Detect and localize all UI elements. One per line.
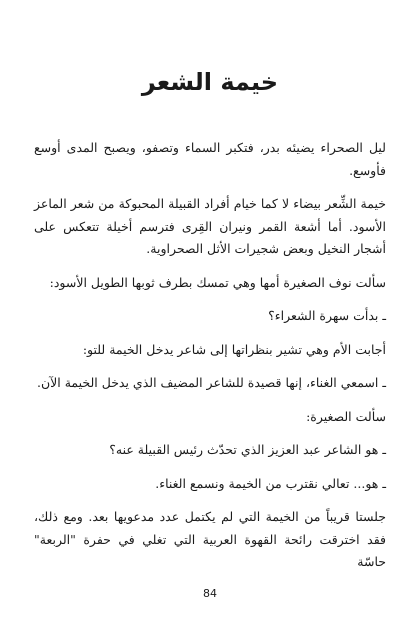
dialogue-line: ـ هو... تعالي نقترب من الخيمة ونسمع الغناء. (155, 475, 386, 491)
dialogue-line: ـ بدأت سهرة الشعراء؟ (268, 308, 386, 323)
paragraph: أجابت الأم وهي تشير بنظراتها إلى شاعر يدخل الخيمة للتو: (82, 341, 386, 357)
paragraph: جلستا قريباً من الخيمة التي لم يكتمل عدد مدعويها بعد. ومع ذلك، فقد اخترقت رائحة القهوة العربية التي تغلي في حفرة "الربعة" حاسّة (34, 509, 386, 569)
page-number: 84 (203, 587, 217, 600)
paragraph: سألت نوف الصغيرة أمها وهي تمسك بطرف ثوبها الطويل الأسود: (49, 274, 386, 290)
paragraph: ليل الصحراء يضيئه بدر، فتكبر السماء وتصفو، ويصبح المدى أوسع فأوسع. (34, 140, 386, 178)
paragraph: خيمة الشِّعر بيضاء لا كما خيام أفراد القبيلة المحبوكة من شعر الماعز الأسود. أما أشعة القمر ونيران القِرى فترسم أخيلة تتعكس على أشجار النخيل وبعض شجيرات الأثل الصحراوية. (34, 196, 386, 256)
paragraph: سألت الصغيرة: (306, 408, 386, 424)
chapter-title: خيمة الشعر (141, 68, 279, 96)
body-text (34, 137, 386, 585)
dialogue-line: ـ اسمعي الغناء، إنها قصيدة للشاعر المضيف الذي يدخل الخيمة الآن. (36, 375, 386, 390)
dialogue-line: ـ هو الشاعر عبد العزيز الذي تحدّث رئيس القبيلة عنه؟ (109, 442, 386, 457)
